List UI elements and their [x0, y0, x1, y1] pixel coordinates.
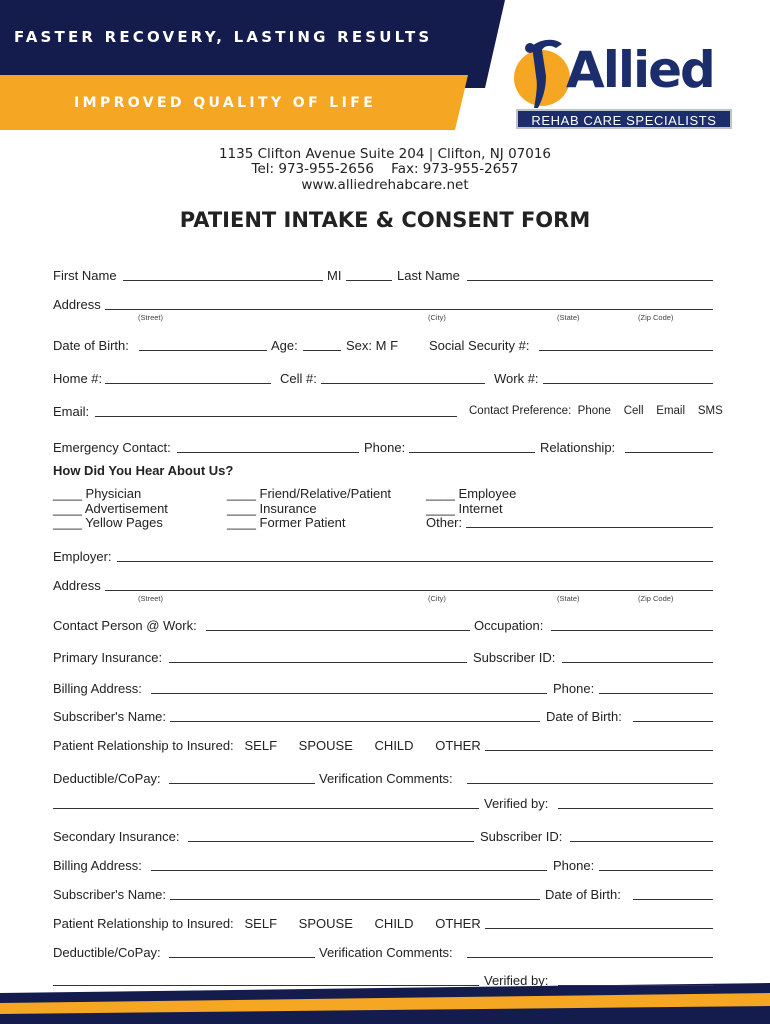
option-internet[interactable]: ____ Internet — [426, 501, 503, 516]
first-name-label: First Name — [53, 268, 117, 283]
employer-address-field[interactable] — [105, 590, 713, 591]
secondary-billing-phone-field[interactable] — [599, 870, 713, 871]
primary-billing-row — [53, 681, 715, 699]
secondary-insurance-field[interactable] — [188, 841, 474, 842]
clinic-phone-fax: Tel: 973-955-2656 Fax: 973-955-2657 — [251, 161, 519, 177]
primary-subscriber-row — [53, 709, 715, 727]
clinic-address: 1135 Clifton Avenue Suite 204 | Clifton, NJ 07016 — [218, 146, 552, 162]
primary-subscriber-id-field[interactable] — [562, 662, 713, 663]
option-yellow-pages[interactable]: ____ Yellow Pages — [53, 515, 163, 530]
email-label: Email: — [53, 404, 90, 419]
work-label: Work #: — [494, 371, 539, 386]
secondary-subscriber-id-field[interactable] — [570, 841, 713, 842]
primary-relationship-other-field[interactable] — [485, 750, 713, 751]
secondary-insurance-label: Secondary Insurance: — [53, 829, 180, 844]
option-advertisement[interactable]: ____ Advertisement — [53, 501, 168, 516]
primary-subscriber-name-label: Subscriber's Name: — [53, 709, 167, 724]
contact-work-field[interactable] — [206, 630, 470, 631]
relationship-label: Relationship: — [540, 440, 616, 455]
phones-row — [53, 371, 715, 389]
secondary-subscriber-row — [53, 887, 715, 905]
relationship-field[interactable] — [625, 452, 713, 453]
employer-state-caption: (State) — [557, 594, 580, 603]
employer-zip-caption: (Zip Code) — [638, 594, 674, 603]
tagline-primary: FASTER RECOVERY, LASTING RESULTS — [14, 28, 433, 46]
first-name-field[interactable] — [123, 280, 323, 281]
secondary-subscriber-name-field[interactable] — [170, 899, 540, 900]
work-field[interactable] — [543, 383, 713, 384]
cell-field[interactable] — [321, 383, 485, 384]
how-heard-heading — [53, 463, 715, 481]
secondary-verified-by-label: Verified by: — [484, 973, 549, 988]
sex-label: Sex: M F — [346, 338, 399, 353]
secondary-verification-label: Verification Comments: — [319, 945, 453, 960]
age-label: Age: — [271, 338, 298, 353]
email-row — [53, 404, 723, 422]
employer-street-caption: (Street) — [138, 594, 164, 603]
secondary-billing-phone-label: Phone: — [553, 858, 595, 873]
city-caption: (City) — [428, 313, 446, 322]
logo-subtitle: REHAB CARE SPECIALISTS — [516, 109, 732, 129]
logo-wordmark: Allied — [566, 41, 714, 99]
secondary-verified-row — [53, 973, 715, 991]
primary-deductible-row — [53, 771, 715, 789]
secondary-verification-line2[interactable] — [53, 985, 479, 986]
primary-insurance-row — [53, 650, 715, 668]
occupation-field[interactable] — [551, 630, 713, 631]
emergency-row — [53, 440, 715, 458]
home-field[interactable] — [105, 383, 271, 384]
employer-field[interactable] — [117, 561, 713, 562]
employer-label: Employer: — [53, 549, 112, 564]
employer-row — [53, 549, 715, 567]
primary-subscriber-id-label: Subscriber ID: — [473, 650, 556, 665]
address-label: Address — [53, 297, 101, 312]
logo-figure-icon — [512, 36, 572, 111]
primary-verification-label: Verification Comments: — [319, 771, 453, 786]
secondary-deductible-row — [53, 945, 715, 963]
dob-label: Date of Birth: — [53, 338, 129, 353]
form-title: PATIENT INTAKE & CONSENT FORM — [179, 208, 591, 232]
age-field[interactable] — [303, 350, 341, 351]
secondary-billing-field[interactable] — [151, 870, 547, 871]
option-employee[interactable]: ____ Employee — [426, 486, 517, 501]
primary-insurance-label: Primary Insurance: — [53, 650, 163, 665]
ssn-field[interactable] — [539, 350, 713, 351]
option-insurance[interactable]: ____ Insurance — [227, 501, 317, 516]
primary-sub-dob-label: Date of Birth: — [546, 709, 622, 724]
last-name-label: Last Name — [397, 268, 460, 283]
emergency-field[interactable] — [177, 452, 359, 453]
dob-row — [53, 338, 715, 356]
option-friend[interactable]: ____ Friend/Relative/Patient — [227, 486, 392, 501]
secondary-deductible-field[interactable] — [169, 957, 315, 958]
company-logo — [512, 36, 737, 132]
tagline-secondary: IMPROVED QUALITY OF LIFE — [74, 95, 377, 111]
last-name-field[interactable] — [467, 280, 713, 281]
emergency-phone-field[interactable] — [409, 452, 535, 453]
address-field[interactable] — [105, 309, 713, 310]
contact-work-label: Contact Person @ Work: — [53, 618, 197, 633]
secondary-subscriber-id-label: Subscriber ID: — [480, 829, 563, 844]
primary-insurance-field[interactable] — [169, 662, 467, 663]
secondary-relationship-label[interactable]: Patient Relationship to Insured: SELF SPOUSE CHILD OTHER — [53, 916, 481, 931]
primary-billing-label: Billing Address: — [53, 681, 142, 696]
ssn-label: Social Security #: — [429, 338, 530, 353]
secondary-verified-by-field[interactable] — [558, 985, 713, 986]
primary-verified-row — [53, 796, 715, 814]
secondary-deductible-label: Deductible/CoPay: — [53, 945, 161, 960]
emergency-phone-label: Phone: — [364, 440, 406, 455]
primary-verification-line2[interactable] — [53, 808, 479, 809]
secondary-sub-dob-label: Date of Birth: — [545, 887, 621, 902]
primary-verified-by-label: Verified by: — [484, 796, 549, 811]
state-caption: (State) — [557, 313, 580, 322]
contact-preference[interactable]: Contact Preference: Phone Cell Email SMS — [469, 405, 723, 417]
primary-deductible-field[interactable] — [169, 783, 315, 784]
referral-row-3 — [53, 515, 715, 533]
email-field[interactable] — [95, 416, 457, 417]
primary-deductible-label: Deductible/CoPay: — [53, 771, 161, 786]
emergency-label: Emergency Contact: — [53, 440, 171, 455]
primary-billing-phone-field[interactable] — [599, 693, 713, 694]
secondary-billing-row — [53, 858, 715, 876]
option-physician[interactable]: ____ Physician — [53, 486, 142, 501]
secondary-subscriber-name-label: Subscriber's Name: — [53, 887, 167, 902]
other-label: Other: — [426, 515, 463, 530]
primary-billing-phone-label: Phone: — [553, 681, 595, 696]
street-caption: (Street) — [138, 313, 164, 322]
mi-label: MI — [327, 268, 342, 283]
home-label: Home #: — [53, 371, 103, 386]
secondary-sub-dob-field[interactable] — [633, 899, 713, 900]
primary-verified-by-field[interactable] — [558, 808, 713, 809]
primary-billing-field[interactable] — [151, 693, 547, 694]
clinic-website: www.alliedrehabcare.net — [301, 177, 469, 193]
employer-city-caption: (City) — [428, 594, 446, 603]
primary-subscriber-name-field[interactable] — [170, 721, 540, 722]
secondary-verification-field[interactable] — [467, 957, 713, 958]
dob-field[interactable] — [139, 350, 267, 351]
secondary-billing-label: Billing Address: — [53, 858, 142, 873]
how-heard-label: How Did You Hear About Us? — [53, 463, 234, 478]
primary-relationship-label[interactable]: Patient Relationship to Insured: SELF SPOUSE CHILD OTHER — [53, 738, 481, 753]
cell-label: Cell #: — [280, 371, 317, 386]
other-field[interactable] — [466, 527, 713, 528]
primary-sub-dob-field[interactable] — [633, 721, 713, 722]
primary-verification-field[interactable] — [467, 783, 713, 784]
option-former-patient[interactable]: ____ Former Patient — [227, 515, 346, 530]
mi-field[interactable] — [346, 280, 392, 281]
zip-caption: (Zip Code) — [638, 313, 674, 322]
contact-work-row — [53, 618, 715, 636]
occupation-label: Occupation: — [474, 618, 544, 633]
primary-relationship-row — [53, 738, 715, 756]
employer-address-label: Address — [53, 578, 101, 593]
secondary-relationship-row — [53, 916, 715, 934]
name-row — [53, 268, 715, 286]
secondary-insurance-row — [53, 829, 715, 847]
secondary-relationship-other-field[interactable] — [485, 928, 713, 929]
